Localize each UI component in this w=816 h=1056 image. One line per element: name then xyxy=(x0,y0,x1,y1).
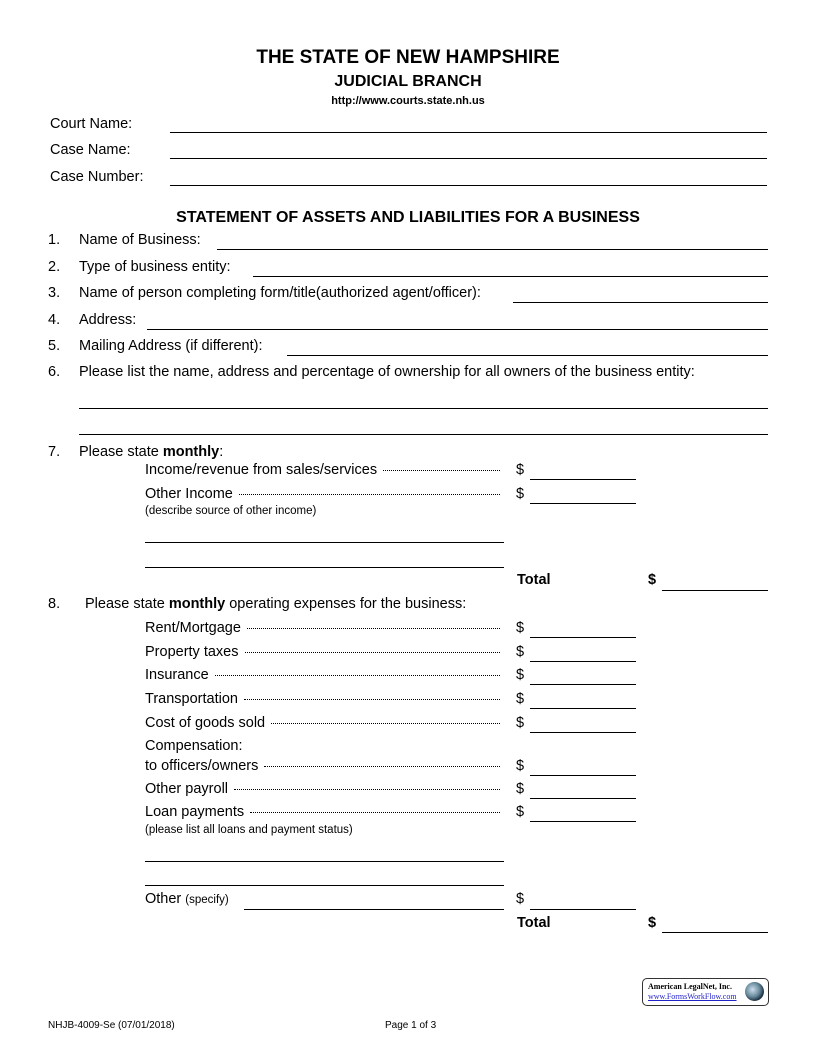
section-7-heading: Please state monthly: xyxy=(79,444,224,460)
section-8-heading: Please state monthly operating expenses for the business: xyxy=(85,596,467,612)
loan-note: (please list all loans and payment status) xyxy=(145,824,353,836)
item-number: 1. xyxy=(48,232,61,248)
item-field[interactable] xyxy=(513,302,768,303)
expense-total-label: Total xyxy=(517,915,551,931)
owners-field-line-2[interactable] xyxy=(79,434,768,435)
case-name-field[interactable] xyxy=(170,158,767,159)
expense-row xyxy=(145,691,502,707)
logo-url[interactable]: www.FormsWorkFlow.com xyxy=(648,992,737,1001)
item-number: 3. xyxy=(48,285,61,301)
other-income-source-line-1[interactable] xyxy=(145,542,504,543)
amount-field[interactable] xyxy=(530,732,636,733)
item-number: 2. xyxy=(48,259,61,275)
amount-field[interactable] xyxy=(530,637,636,638)
amount-field[interactable] xyxy=(530,503,636,504)
income-total-label: Total xyxy=(517,572,551,588)
dollar-sign: $ xyxy=(516,620,525,636)
other-expense-label: Other (specify) xyxy=(145,891,229,907)
row-label: Income/revenue from sales/services xyxy=(145,462,378,478)
other-income-note: (describe source of other income) xyxy=(145,505,317,517)
expense-row xyxy=(145,715,502,731)
dollar-sign: $ xyxy=(516,781,525,797)
dollar-sign: $ xyxy=(648,572,657,588)
section-7-number: 7. xyxy=(48,444,61,460)
loan-list-line-2[interactable] xyxy=(145,885,504,886)
row-label: Property taxes xyxy=(145,644,239,660)
item-field[interactable] xyxy=(287,355,768,356)
form-id: NHJB-4009-Se (07/01/2018) xyxy=(48,1020,175,1031)
row-label: to officers/owners xyxy=(145,758,259,774)
page-number: Page 1 of 3 xyxy=(385,1020,437,1031)
owners-field-line-1[interactable] xyxy=(79,408,768,409)
court-url: http://www.courts.state.nh.us xyxy=(331,95,485,107)
amount-field[interactable] xyxy=(530,479,636,480)
row-label: Other Income xyxy=(145,486,233,502)
case-name-label: Case Name: xyxy=(50,142,131,158)
item-label: Please list the name, address and percentage of ownership for all owners of the business entity: xyxy=(79,364,695,380)
amount-field[interactable] xyxy=(530,821,636,822)
dot-leader xyxy=(383,470,500,471)
american-legalnet-logo[interactable] xyxy=(642,978,769,1006)
dot-leader xyxy=(244,699,500,700)
other-income-source-line-2[interactable] xyxy=(145,567,504,568)
state-title: THE STATE OF NEW HAMPSHIRE xyxy=(256,47,560,68)
globe-icon xyxy=(745,982,764,1001)
court-name-field[interactable] xyxy=(170,132,767,133)
item-label: Type of business entity: xyxy=(79,259,231,275)
dollar-sign: $ xyxy=(516,715,525,731)
dollar-sign: $ xyxy=(516,758,525,774)
item-label: Name of person completing form/title(authorized agent/officer): xyxy=(79,285,481,301)
expense-row xyxy=(145,620,502,636)
dot-leader xyxy=(271,723,500,724)
loan-list-line-1[interactable] xyxy=(145,861,504,862)
amount-field[interactable] xyxy=(530,684,636,685)
case-number-field[interactable] xyxy=(170,185,767,186)
amount-field[interactable] xyxy=(530,661,636,662)
dollar-sign: $ xyxy=(516,667,525,683)
compensation-label: Compensation: xyxy=(145,738,243,754)
expense-row xyxy=(145,644,502,660)
dot-leader xyxy=(239,494,500,495)
row-label: Cost of goods sold xyxy=(145,715,266,731)
expense-row xyxy=(145,667,502,683)
row-label: Other payroll xyxy=(145,781,229,797)
item-number: 5. xyxy=(48,338,61,354)
case-number-label: Case Number: xyxy=(50,169,144,185)
expense-row xyxy=(145,804,502,820)
expense-total-field[interactable] xyxy=(662,932,768,933)
dot-leader xyxy=(250,812,500,813)
item-number: 6. xyxy=(48,364,61,380)
amount-field[interactable] xyxy=(530,708,636,709)
dollar-sign: $ xyxy=(516,691,525,707)
item-field[interactable] xyxy=(217,249,768,250)
dollar-sign: $ xyxy=(516,462,525,478)
section-8-number: 8. xyxy=(48,596,61,612)
row-label: Rent/Mortgage xyxy=(145,620,241,636)
row-label: Transportation xyxy=(145,691,238,707)
income-total-field[interactable] xyxy=(662,590,768,591)
row-label: Loan payments xyxy=(145,804,245,820)
expense-row xyxy=(145,758,502,774)
item-label: Address: xyxy=(79,312,137,328)
expense-row xyxy=(145,781,502,797)
form-title: STATEMENT OF ASSETS AND LIABILITIES FOR A BUSINESS xyxy=(176,209,640,226)
dot-leader xyxy=(264,766,500,767)
court-name-label: Court Name: xyxy=(50,116,133,132)
branch-title: JUDICIAL BRANCH xyxy=(334,73,482,90)
item-field[interactable] xyxy=(253,276,768,277)
other-expense-specify-field[interactable] xyxy=(244,909,504,910)
amount-field[interactable] xyxy=(530,798,636,799)
expense-row xyxy=(145,462,502,478)
expense-row xyxy=(145,486,502,502)
row-label: Insurance xyxy=(145,667,209,683)
item-number: 4. xyxy=(48,312,61,328)
dollar-sign: $ xyxy=(516,644,525,660)
other-expense-amount-field[interactable] xyxy=(530,909,636,910)
dollar-sign: $ xyxy=(516,804,525,820)
dollar-sign: $ xyxy=(516,891,525,907)
dollar-sign: $ xyxy=(648,915,657,931)
dollar-sign: $ xyxy=(516,486,525,502)
amount-field[interactable] xyxy=(530,775,636,776)
item-label: Name of Business: xyxy=(79,232,201,248)
dot-leader xyxy=(215,675,500,676)
logo-company: American LegalNet, Inc. xyxy=(648,982,732,991)
dot-leader xyxy=(247,628,500,629)
item-label: Mailing Address (if different): xyxy=(79,338,263,354)
item-field[interactable] xyxy=(147,329,768,330)
dot-leader xyxy=(245,652,501,653)
dot-leader xyxy=(234,789,500,790)
